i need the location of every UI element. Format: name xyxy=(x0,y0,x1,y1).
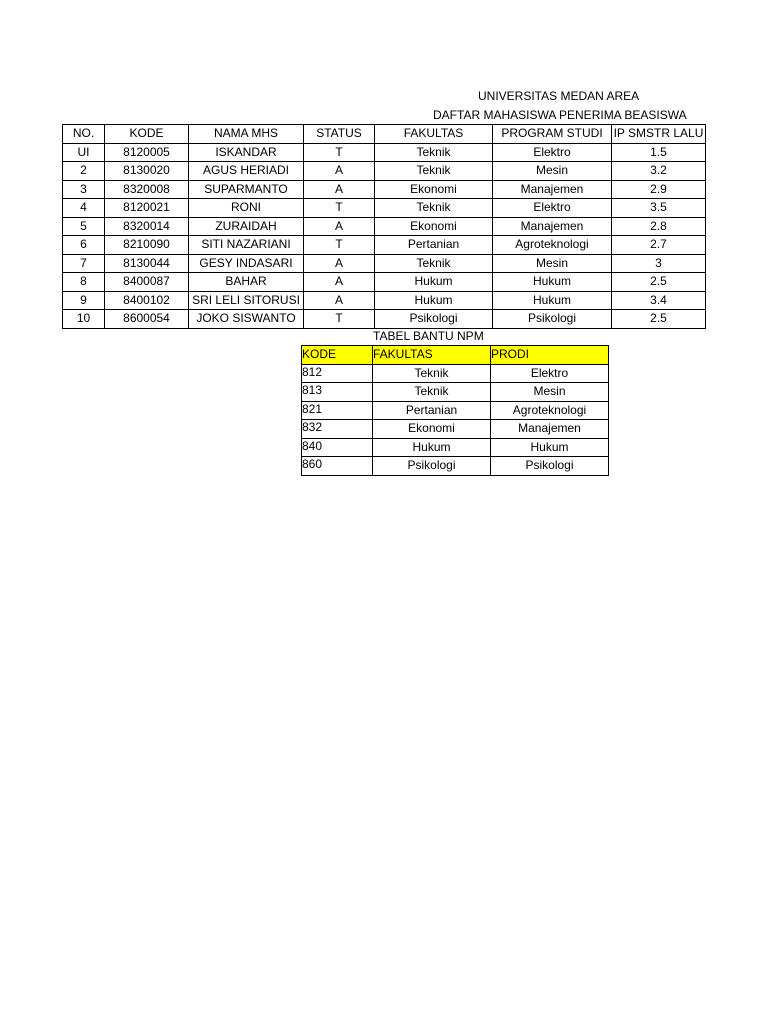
cell-fakultas: Teknik xyxy=(373,383,491,402)
cell-no: 8 xyxy=(63,273,105,292)
column-header-status: STATUS xyxy=(304,125,375,144)
npm-helper-table xyxy=(301,345,609,476)
cell-ip: 2.5 xyxy=(612,273,706,292)
cell-fakultas: Teknik xyxy=(375,143,493,162)
cell-kode: 813 xyxy=(302,383,373,402)
cell-prodi: Agroteknologi xyxy=(491,401,609,420)
column-header-ip: IP SMSTR LALU xyxy=(612,125,706,144)
cell-program-studi: Hukum xyxy=(493,273,612,292)
cell-program-studi: Hukum xyxy=(493,291,612,310)
table-row xyxy=(63,254,706,273)
cell-nama: SITI NAZARIANI xyxy=(189,236,304,255)
cell-kode: 840 xyxy=(302,438,373,457)
cell-no: 10 xyxy=(63,310,105,329)
cell-program-studi: Manajemen xyxy=(493,180,612,199)
table-row xyxy=(63,162,706,181)
cell-ip: 3.4 xyxy=(612,291,706,310)
cell-no: 3 xyxy=(63,180,105,199)
cell-fakultas: Teknik xyxy=(375,254,493,273)
cell-status: T xyxy=(304,310,375,329)
cell-fakultas: Ekonomi xyxy=(375,217,493,236)
cell-status: A xyxy=(304,254,375,273)
cell-ip: 2.5 xyxy=(612,310,706,329)
column-header-kode: KODE xyxy=(105,125,189,144)
cell-status: T xyxy=(304,236,375,255)
column-header-fakultas: FAKULTAS xyxy=(375,125,493,144)
cell-fakultas: Hukum xyxy=(375,273,493,292)
cell-fakultas: Hukum xyxy=(373,438,491,457)
cell-nama: JOKO SISWANTO xyxy=(189,310,304,329)
table-header-row xyxy=(302,346,609,365)
cell-kode: 8130044 xyxy=(105,254,189,273)
cell-no: 5 xyxy=(63,217,105,236)
cell-nama: RONI xyxy=(189,199,304,218)
table-row xyxy=(63,143,706,162)
cell-kode: 8600054 xyxy=(105,310,189,329)
cell-no: UI xyxy=(63,143,105,162)
cell-fakultas: Teknik xyxy=(373,364,491,383)
column-header-program-studi: PROGRAM STUDI xyxy=(493,125,612,144)
cell-fakultas: Teknik xyxy=(375,162,493,181)
cell-fakultas: Pertanian xyxy=(375,236,493,255)
cell-fakultas: Ekonomi xyxy=(373,420,491,439)
cell-no: 4 xyxy=(63,199,105,218)
cell-fakultas: Pertanian xyxy=(373,401,491,420)
scholarship-table xyxy=(62,124,706,329)
table-row xyxy=(302,457,609,476)
column-header-prodi: PRODI xyxy=(491,346,609,365)
cell-program-studi: Elektro xyxy=(493,199,612,218)
cell-status: A xyxy=(304,217,375,236)
cell-kode: 8320014 xyxy=(105,217,189,236)
column-header-fakultas: FAKULTAS xyxy=(373,346,491,365)
cell-status: A xyxy=(304,180,375,199)
cell-program-studi: Mesin xyxy=(493,162,612,181)
cell-kode: 821 xyxy=(302,401,373,420)
helper-table-title: TABEL BANTU NPM xyxy=(373,329,484,343)
cell-kode: 8130020 xyxy=(105,162,189,181)
cell-program-studi: Agroteknologi xyxy=(493,236,612,255)
cell-status: A xyxy=(304,273,375,292)
cell-nama: SRI LELI SITORUSI xyxy=(189,291,304,310)
cell-ip: 2.9 xyxy=(612,180,706,199)
cell-prodi: Elektro xyxy=(491,364,609,383)
column-header-no: NO. xyxy=(63,125,105,144)
cell-prodi: Hukum xyxy=(491,438,609,457)
cell-fakultas: Ekonomi xyxy=(375,180,493,199)
cell-ip: 2.7 xyxy=(612,236,706,255)
list-title: DAFTAR MAHASISWA PENERIMA BEASISWA xyxy=(433,108,687,122)
cell-ip: 1.5 xyxy=(612,143,706,162)
table-row xyxy=(302,383,609,402)
cell-kode: 812 xyxy=(302,364,373,383)
cell-no: 6 xyxy=(63,236,105,255)
cell-status: A xyxy=(304,291,375,310)
column-header-nama: NAMA MHS xyxy=(189,125,304,144)
cell-kode: 860 xyxy=(302,457,373,476)
cell-kode: 8320008 xyxy=(105,180,189,199)
cell-nama: GESY INDASARI xyxy=(189,254,304,273)
cell-nama: BAHAR xyxy=(189,273,304,292)
table-row xyxy=(63,236,706,255)
cell-program-studi: Mesin xyxy=(493,254,612,273)
table-row xyxy=(302,401,609,420)
cell-status: T xyxy=(304,143,375,162)
cell-kode: 8120005 xyxy=(105,143,189,162)
cell-status: T xyxy=(304,199,375,218)
table-row xyxy=(302,438,609,457)
table-row xyxy=(63,273,706,292)
cell-no: 9 xyxy=(63,291,105,310)
cell-fakultas: Psikologi xyxy=(373,457,491,476)
cell-prodi: Mesin xyxy=(491,383,609,402)
column-header-kode: KODE xyxy=(302,346,373,365)
cell-ip: 2.8 xyxy=(612,217,706,236)
cell-nama: SUPARMANTO xyxy=(189,180,304,199)
cell-status: A xyxy=(304,162,375,181)
cell-program-studi: Psikologi xyxy=(493,310,612,329)
cell-ip: 3.2 xyxy=(612,162,706,181)
table-row xyxy=(63,199,706,218)
university-title: UNIVERSITAS MEDAN AREA xyxy=(478,89,640,103)
cell-fakultas: Hukum xyxy=(375,291,493,310)
cell-kode: 8400102 xyxy=(105,291,189,310)
cell-nama: AGUS HERIADI xyxy=(189,162,304,181)
table-row xyxy=(302,420,609,439)
table-row xyxy=(63,310,706,329)
cell-kode: 8120021 xyxy=(105,199,189,218)
cell-program-studi: Manajemen xyxy=(493,217,612,236)
cell-program-studi: Elektro xyxy=(493,143,612,162)
cell-prodi: Psikologi xyxy=(491,457,609,476)
cell-nama: ISKANDAR xyxy=(189,143,304,162)
cell-fakultas: Psikologi xyxy=(375,310,493,329)
cell-ip: 3.5 xyxy=(612,199,706,218)
cell-kode: 8210090 xyxy=(105,236,189,255)
table-row xyxy=(63,217,706,236)
cell-prodi: Manajemen xyxy=(491,420,609,439)
cell-fakultas: Teknik xyxy=(375,199,493,218)
cell-kode: 8400087 xyxy=(105,273,189,292)
cell-ip: 3 xyxy=(612,254,706,273)
cell-no: 7 xyxy=(63,254,105,273)
table-row xyxy=(63,180,706,199)
table-row xyxy=(302,364,609,383)
cell-kode: 832 xyxy=(302,420,373,439)
cell-no: 2 xyxy=(63,162,105,181)
table-header-row xyxy=(63,125,706,144)
table-row xyxy=(63,291,706,310)
cell-nama: ZURAIDAH xyxy=(189,217,304,236)
